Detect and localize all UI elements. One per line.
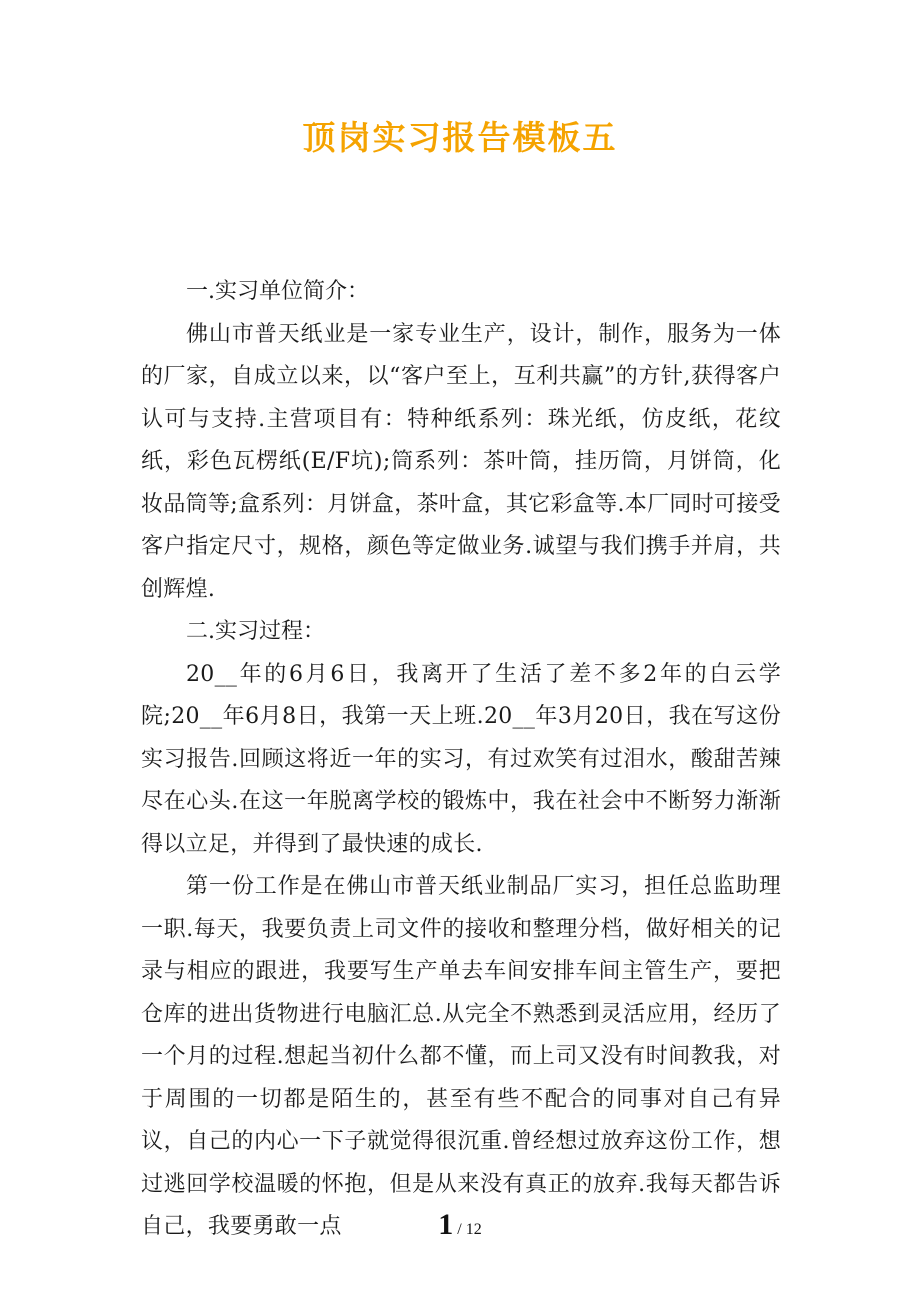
paragraph-first-job: 第一份工作是在佛山市普天纸业制品厂实习，担任总监助理一职.每天，我要负责上司文件的接收和整理分档，做好相关的记录与相应的跟进，我要写生产单去车间安排车间主管生产，要把仓库的进出货物进行电脑汇总.从完全不熟悉到灵活应用，经历了一个月的过程.想起当初什么都不懂，而上司又没有时间教我，对于周围的一切都是陌生的，甚至有些不配合的同事对自己有异议，自己的内心一下子就觉得很沉重.曾经想过放弃这份工作，想过逃回学校温暖的怀抱，但是从来没有真正的放弃.我每天都告诉自己，我要勇敢一点 xyxy=(141,874,781,1239)
section-heading-company-intro: 一.实习单位简介： xyxy=(186,279,369,304)
document-title: 顶岗实习报告模板五 xyxy=(302,118,618,157)
page-number-total: 12 xyxy=(465,1221,482,1238)
page-footer xyxy=(0,1208,920,1242)
document-body xyxy=(141,271,781,1249)
page-number-separator: / xyxy=(457,1221,462,1238)
paragraph-company-intro: 佛山市普天纸业是一家专业生产，设计，制作，服务为一体的厂家，自成立以来，以“客户至上，互利共赢”的方针,获得客户认可与支持.主营项目有：特种纸系列：珠光纸，仿皮纸，花纹纸，彩色瓦楞纸(E/F坑);筒系列：茶叶筒，挂历筒，月饼筒，化妆品筒等;盒系列：月饼盒，茶叶盒，其它彩盒等.本厂同时可接受客户指定尺寸，规格，颜色等定做业务.诚望与我们携手并肩，共创辉煌. xyxy=(141,321,781,602)
paragraph-internship-timeline: 20__年的6月6日，我离开了生活了差不多2年的白云学院;20__年6月8日，我第一天上班.20__年3月20日，我在写这份实习报告.回顾这将近一年的实习，有过欢笑有过泪水，酸甜苦辣尽在心头.在这一年脱离学校的锻炼中，我在社会中不断努力渐渐得以立足，并得到了最快速的成长. xyxy=(141,661,781,857)
section-heading-internship-process: 二.实习过程： xyxy=(186,619,325,644)
page-number-current: 1 xyxy=(438,1208,454,1241)
